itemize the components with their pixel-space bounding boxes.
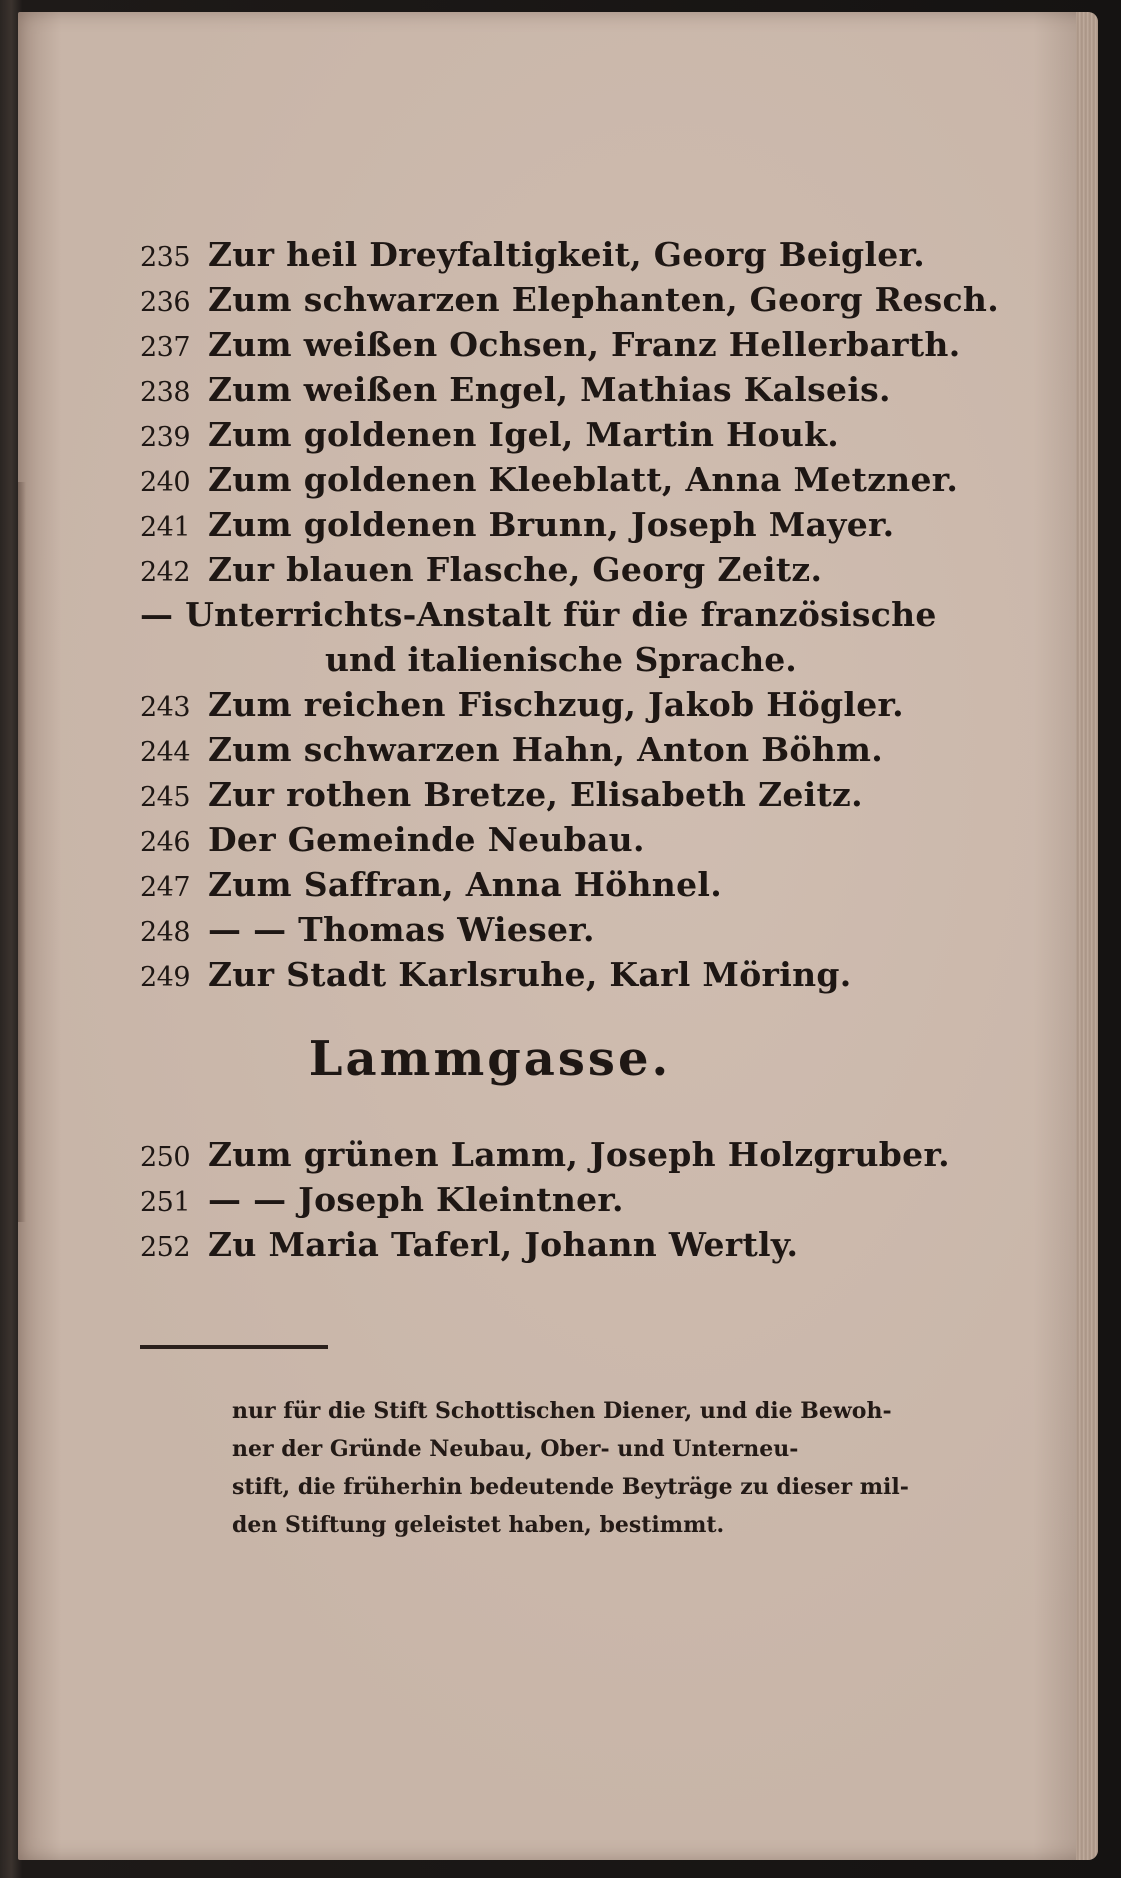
house-number: 236 (140, 287, 191, 318)
list-item (140, 727, 960, 772)
entry-text: Zum schwarzen Elephanten, Georg Resch. (208, 280, 999, 319)
list-item (140, 412, 960, 457)
house-number: 247 (140, 872, 191, 903)
spine-shadow (18, 482, 26, 1222)
house-number: 243 (140, 692, 191, 723)
entry-text: Zur blauen Flasche, Georg Zeitz. (208, 550, 823, 589)
special-entry (140, 592, 960, 637)
house-number: 238 (140, 377, 191, 408)
house-number: 240 (140, 467, 191, 498)
house-number: 251 (140, 1187, 191, 1218)
house-number: 248 (140, 917, 191, 948)
house-number: 242 (140, 557, 191, 588)
page-edge (1076, 12, 1098, 1860)
footnote-line: nur für die Stift Schottischen Diener, und die Bewoh- (232, 1398, 892, 1424)
address-list (140, 232, 999, 1267)
house-number: 241 (140, 512, 191, 543)
entry-text: Der Gemeinde Neubau. (208, 820, 645, 859)
entry-text: Zur rothen Bretze, Elisabeth Zeitz. (208, 775, 863, 814)
entry-text: Zum goldenen Igel, Martin Houk. (208, 415, 840, 454)
list-item (140, 277, 999, 322)
entry-text: Zum goldenen Kleeblatt, Anna Metzner. (208, 460, 959, 499)
house-number: 239 (140, 422, 191, 453)
entry-text: Zum weißen Ochsen, Franz Hellerbarth. (208, 325, 961, 364)
entry-text: — — Joseph Kleintner. (208, 1180, 624, 1219)
entry-text: Zum grünen Lamm, Joseph Holzgruber. (208, 1135, 950, 1174)
house-number: 235 (140, 242, 191, 273)
entry-text: Zur Stadt Karlsruhe, Karl Möring. (208, 955, 852, 994)
list-item (140, 682, 960, 727)
list-item (140, 1222, 960, 1267)
list-item (140, 547, 960, 592)
list-item (140, 367, 960, 412)
list-item (140, 772, 960, 817)
entry-text: Zum schwarzen Hahn, Anton Böhm. (208, 730, 884, 769)
special-entry-line-1: — Unterrichts-Anstalt für die französische (140, 595, 937, 634)
list-item (140, 907, 960, 952)
house-number: 244 (140, 737, 191, 768)
special-entry-line-2: und italienische Sprache. (325, 640, 797, 679)
entry-text: Zum Saffran, Anna Höhnel. (208, 865, 722, 904)
footnote (232, 1392, 952, 1544)
footnote-line: ner der Gründe Neubau, Ober- und Unterneu- (232, 1436, 799, 1462)
house-number: 250 (140, 1142, 191, 1173)
list-item (140, 1177, 960, 1222)
list-item (140, 457, 960, 502)
house-number: 245 (140, 782, 191, 813)
list-item (140, 322, 960, 367)
house-number: 237 (140, 332, 191, 363)
house-number: 246 (140, 827, 191, 858)
entry-text: Zum goldenen Brunn, Joseph Mayer. (208, 505, 895, 544)
entry-text: — — Thomas Wieser. (208, 910, 595, 949)
entry-text: Zum weißen Engel, Mathias Kalseis. (208, 370, 891, 409)
list-item (140, 862, 960, 907)
entry-text: Zur heil Dreyfaltigkeit, Georg Beigler. (208, 235, 925, 274)
footnote-rule (140, 1345, 328, 1349)
house-number: 249 (140, 962, 191, 993)
list-item (140, 817, 960, 862)
house-number: 252 (140, 1232, 191, 1263)
list-item (140, 502, 960, 547)
entry-text: Zu Maria Taferl, Johann Wertly. (208, 1225, 799, 1264)
entry-text: Zum reichen Fischzug, Jakob Högler. (208, 685, 904, 724)
list-item (140, 952, 960, 997)
footnote-line: stift, die früherhin bedeutende Beyträge zu dieser mil- (232, 1474, 909, 1500)
footnote-line: den Stiftung geleistet haben, bestimmt. (232, 1512, 725, 1538)
list-item (140, 232, 960, 277)
section-heading: Lammgasse. (308, 1031, 672, 1087)
list-item (140, 1132, 960, 1177)
